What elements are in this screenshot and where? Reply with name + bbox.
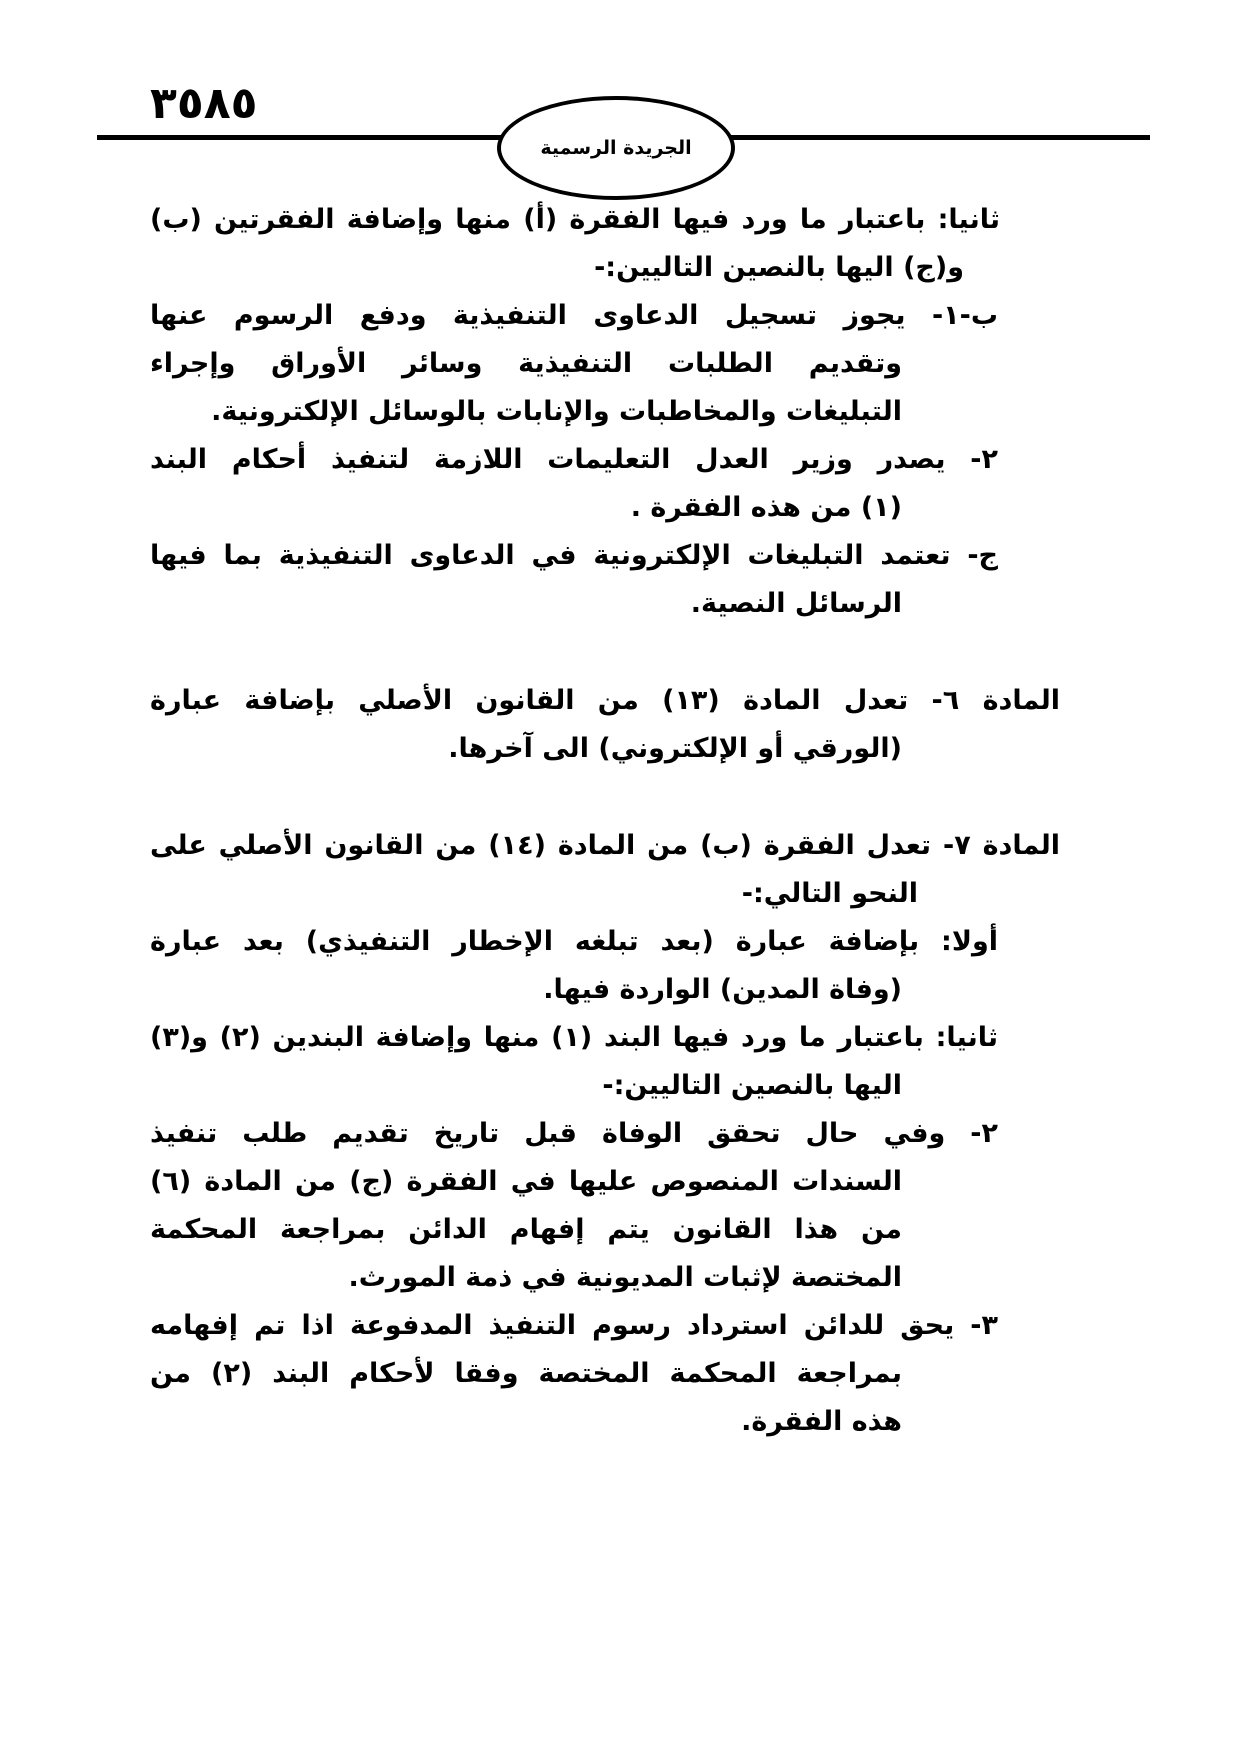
text-line: هذه الفقرة. — [741, 1406, 902, 1437]
text-line: ثانيا: باعتبار ما ورد فيها البند (١) منها وإضافة البندين (٢) و(٣) — [150, 1022, 998, 1053]
text-line: ب-١- يجوز تسجيل الدعاوى التنفيذية ودفع الرسوم عنها — [150, 300, 998, 331]
text-line: ٢- وفي حال تحقق الوفاة قبل تاريخ تقديم طلب تنفيذ — [150, 1118, 998, 1149]
text-line: (وفاة المدين) الواردة فيها. — [543, 974, 902, 1005]
text-line: اليها بالنصين التاليين:- — [602, 1070, 902, 1101]
page-number: ٣٥٨٥ — [150, 78, 258, 129]
text-line: المادة ٦- تعدل المادة (١٣) من القانون الأصلي بإضافة عبارة — [150, 685, 1060, 716]
text-line: الرسائل النصية. — [690, 588, 902, 619]
text-line: من هذا القانون يتم إفهام الدائن بمراجعة المحكمة — [150, 1214, 902, 1245]
text-line: (١) من هذه الفقرة . — [630, 492, 902, 523]
paragraph-gap — [150, 773, 1060, 822]
text-line: النحو التالي:- — [741, 878, 918, 909]
document-body — [150, 196, 1060, 1446]
text-line: بمراجعة المحكمة المختصة وفقا لأحكام البند (٢) من — [150, 1358, 902, 1389]
text-line: التبليغات والمخاطبات والإنابات بالوسائل الإلكترونية. — [211, 396, 902, 427]
text-line: ٣- يحق للدائن استرداد رسوم التنفيذ المدفوعة اذا تم إفهامه — [150, 1310, 998, 1341]
text-line: ٢- يصدر وزير العدل التعليمات اللازمة لتنفيذ أحكام البند — [150, 444, 998, 475]
text-line: المختصة لإثبات المديونية في ذمة المورث. — [348, 1262, 902, 1293]
paragraph-gap — [150, 628, 1060, 677]
text-line: أولا: بإضافة عبارة (بعد تبلغه الإخطار التنفيذي) بعد عبارة — [150, 926, 998, 957]
text-line: ثانيا: باعتبار ما ورد فيها الفقرة (أ) منها وإضافة الفقرتين (ب) — [150, 204, 1000, 235]
text-line: (الورقي أو الإلكتروني) الى آخرها. — [448, 733, 902, 764]
text-line: المادة ٧- تعدل الفقرة (ب) من المادة (١٤) من القانون الأصلي على — [150, 830, 1061, 861]
gazette-masthead: الجريدة الرسمية — [497, 96, 735, 200]
text-line: ج- تعتمد التبليغات الإلكترونية في الدعاوى التنفيذية بما فيها — [150, 540, 998, 571]
text-line: وتقديم الطلبات التنفيذية وسائر الأوراق وإجراء — [150, 348, 902, 379]
text-line: السندات المنصوص عليها في الفقرة (ج) من المادة (٦) — [150, 1166, 902, 1197]
text-line: و(ج) اليها بالنصين التاليين:- — [594, 252, 964, 283]
